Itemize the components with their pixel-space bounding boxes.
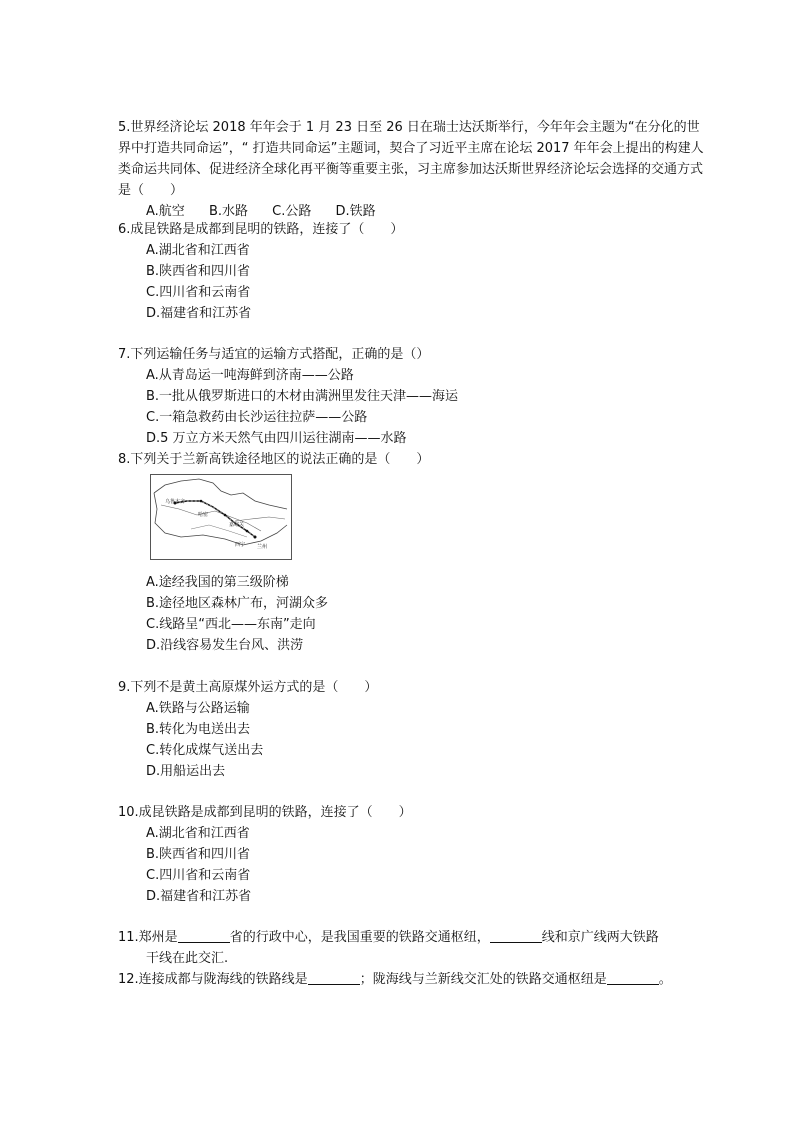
option-d[interactable]: D.福建省和江苏省 xyxy=(146,889,252,904)
option-b[interactable]: B.转化为电送出去 xyxy=(146,722,251,737)
map-label-hami: 哈密 xyxy=(198,512,209,518)
question-9 xyxy=(118,677,708,782)
question-11 xyxy=(118,927,708,969)
option-b[interactable]: B.水路 xyxy=(208,204,249,219)
option-a[interactable]: A.湖北省和江西省 xyxy=(146,826,250,841)
question-7 xyxy=(118,344,708,449)
option-a[interactable]: A.航空 xyxy=(146,204,185,219)
option-c[interactable]: C.一箱急救药由长沙运往拉萨——公路 xyxy=(146,410,368,425)
map-label-lanzhou: 兰州 xyxy=(257,544,268,550)
question-10-stem: 10.成昆铁路是成都到昆明的铁路，连接了（ ） xyxy=(118,805,412,820)
map-label-xining: 西宁 xyxy=(235,542,246,548)
blank-junction-hub[interactable] xyxy=(607,970,659,985)
option-b[interactable]: B.一批从俄罗斯进口的木材由满洲里发往天津——海运 xyxy=(146,389,459,404)
question-5-stem: 5.世界经济论坛 2018 年年会于 1 月 23 日至 26 日在瑞士达沃斯举行，今年年会主题为“在分化的世界中打造共同命运”，“ 打造共同命运”主题词，契合了习近平主席在论坛 2017 年年会上提出的构建人类命运共同体、促进经济全球化再平衡等重要主张，习主席参加达沃斯世界经济论坛会选择的交通方式是（ ） xyxy=(118,120,704,198)
option-d[interactable]: D.沿线容易发生台风、洪涝 xyxy=(146,638,304,653)
question-12-part-3: 。 xyxy=(658,972,672,987)
map-outline-icon xyxy=(151,475,291,559)
question-9-stem: 9.下列不是黄土高原煤外运方式的是（ ） xyxy=(118,680,378,695)
option-b[interactable]: B.途径地区森林广布，河湖众多 xyxy=(146,596,329,611)
option-c[interactable]: C.转化成煤气送出去 xyxy=(146,743,264,758)
blank-railway-to-chengdu[interactable] xyxy=(308,970,360,985)
option-a[interactable]: A.铁路与公路运输 xyxy=(146,701,250,716)
question-12-line xyxy=(118,969,718,990)
lanxin-railway-map xyxy=(150,474,292,560)
option-d[interactable]: D.福建省和江苏省 xyxy=(146,306,252,321)
option-b[interactable]: B.陕西省和四川省 xyxy=(146,264,251,279)
question-11-part-1: 11.郑州是 xyxy=(118,930,178,945)
option-a[interactable]: A.途经我国的第三级阶梯 xyxy=(146,575,289,590)
question-6-stem: 6.成昆铁路是成都到昆明的铁路，连接了（ ） xyxy=(118,222,404,237)
option-d[interactable]: D.5 万立方米天然气由四川运往湖南——水路 xyxy=(146,431,407,446)
option-a[interactable]: A.湖北省和江西省 xyxy=(146,243,250,258)
option-c[interactable]: C.四川省和云南省 xyxy=(146,868,251,883)
question-11-part-4: 干线在此交汇. xyxy=(146,951,229,966)
question-6 xyxy=(118,219,708,324)
option-d[interactable]: D.铁路 xyxy=(335,204,376,219)
question-10 xyxy=(118,802,708,907)
map-label-jiayuguan: 嘉峪关 xyxy=(229,522,245,528)
blank-province[interactable] xyxy=(178,928,230,943)
option-c[interactable]: C.四川省和云南省 xyxy=(146,285,251,300)
question-7-stem: 7.下列运输任务与适宜的运输方式搭配，正确的是（） xyxy=(118,347,430,362)
blank-railway-line[interactable] xyxy=(490,928,542,943)
question-12 xyxy=(118,969,718,990)
option-c[interactable]: C.公路 xyxy=(272,204,312,219)
map-label-urumqi: 乌鲁木齐 xyxy=(165,499,186,505)
option-a[interactable]: A.从青岛运一吨海鲜到济南——公路 xyxy=(146,368,354,383)
question-8-stem: 8.下列关于兰新高铁途径地区的说法正确的是（ ） xyxy=(118,452,430,467)
question-8-options xyxy=(118,572,708,656)
question-11-part-3: 线和京广线两大铁路 xyxy=(541,930,659,945)
option-c[interactable]: C.线路呈“西北——东南”走向 xyxy=(146,617,316,632)
question-8 xyxy=(118,449,708,560)
question-12-part-1: 12.连接成都与陇海线的铁路线是 xyxy=(118,972,308,987)
question-5 xyxy=(118,117,708,222)
question-11-line-1 xyxy=(118,927,708,948)
option-b[interactable]: B.陕西省和四川省 xyxy=(146,847,251,862)
question-11-part-2: 省的行政中心，是我国重要的铁路交通枢纽， xyxy=(229,930,490,945)
question-12-part-2: ；陇海线与兰新线交汇处的铁路交通枢纽是 xyxy=(359,972,607,987)
option-d[interactable]: D.用船运出去 xyxy=(146,764,226,779)
